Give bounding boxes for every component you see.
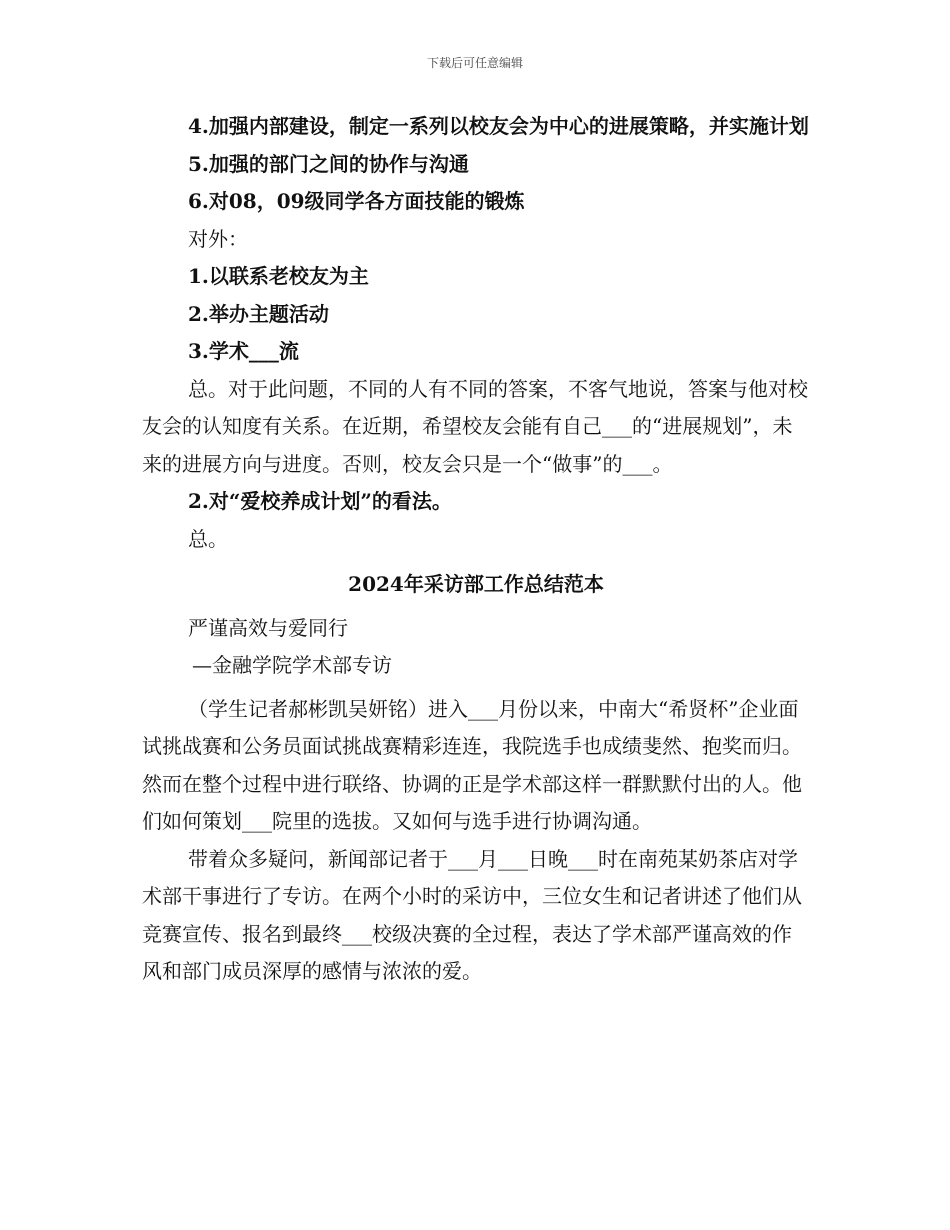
article-heading: 严谨高效与爱同行 [188, 615, 348, 640]
document-body [142, 108, 810, 991]
page-header: 下载后可任意编辑 [426, 56, 523, 70]
article-paragraph-1: （学生记者郝彬凯吴妍铭）进入___月份以来，中南大“希贤杯”企业面试挑战赛和公务员面试挑战赛精彩连连，我院选手也成绩斐然、抱奖而归。然而在整个过程中进行联络、协调的正是学术部这样一群默默付出的人。他们如何策划___院里的选拔。又如何与选手进行协调沟通。 [142, 696, 802, 833]
list-item-5: 5.加强的部门之间的协作与沟通 [188, 151, 469, 176]
article-subheading: —金融学院学术部专访 [192, 653, 392, 677]
summary-paragraph: 总。对于此问题，不同的人有不同的答案，不客气地说，答案与他对校友会的认知度有关系。在近期，希望校友会能有自己___的“进展规划”，未来的进展方向与进度。否则，校友会只是一个“做事”的___。 [142, 376, 808, 476]
external-item-2: 2.举办主题活动 [188, 301, 329, 326]
external-item-3: 3.学术___流 [188, 339, 299, 363]
external-item-1: 1.以联系老校友为主 [188, 264, 369, 288]
question-2: 2.对“爱校养成计划”的看法。 [188, 489, 452, 513]
external-label: 对外： [188, 226, 248, 251]
article-title: 2024年采访部工作总结范本 [348, 572, 604, 596]
list-item-4: 4.加强内部建设，制定一系列以校友会为中心的进展策略，并实施计划 [188, 114, 809, 138]
article-paragraph-2: 带着众多疑问，新闻部记者于___月___日晚___时在南苑某奶茶店对学术部干事进行了专访。在两个小时的采访中，三位女生和记者讲述了他们从竞赛宣传、报名到最终___校级决赛的全过程，表达了学术部严谨高效的作风和部门成员深厚的感情与浓浓的爱。 [142, 846, 802, 983]
summary-2: 总。 [188, 526, 228, 551]
list-item-6: 6.对08，09级同学各方面技能的锻炼 [188, 189, 525, 213]
